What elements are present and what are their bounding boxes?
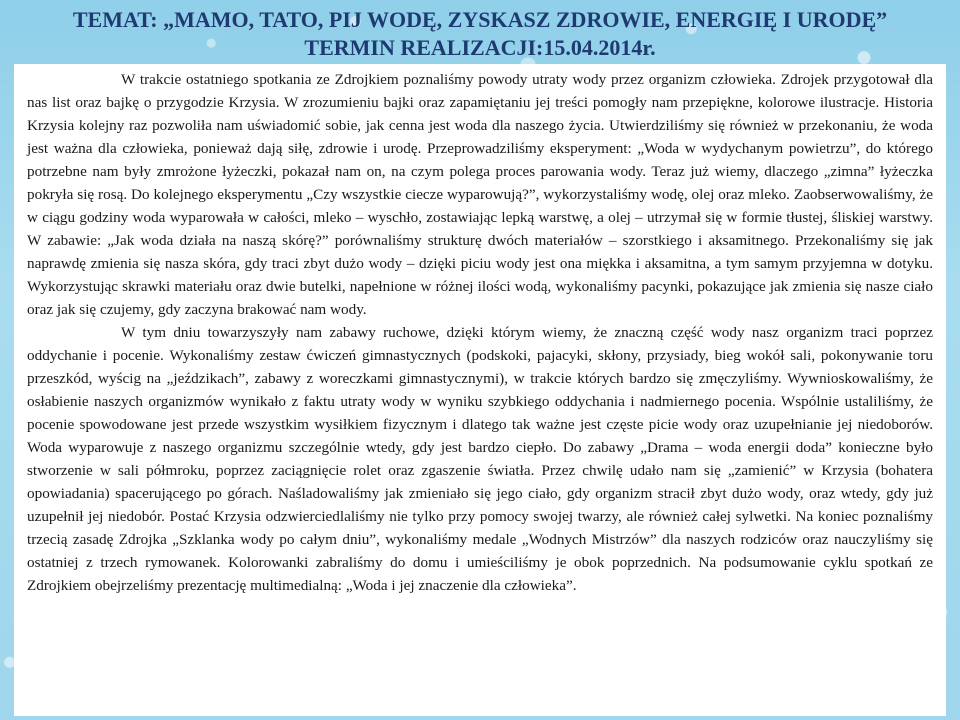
paragraph-1: W trakcie ostatniego spotkania ze Zdrojkiem poznaliśmy powody utraty wody przez organizm człowieka. Zdrojek przygotował dla nas list oraz bajkę o przygodzie Krzysia. W zrozumieniu bajki oraz zapamiętaniu jej treści pomogły nam przepiękne, kolorowe ilustracje. Historia Krzysia kolejny raz pozwoliła nam uświadomić sobie, jak cenna jest woda dla naszego życia. Utwierdziliśmy się również w przekonaniu, że woda jest ważna dla człowieka, ponieważ dają siłę, zdrowie i urodę. Przeprowadziliśmy eksperyment: „Woda w wydychanym powietrzu”, do którego potrzebne nam były zmrożone łyżeczki, pokazał nam on, na czym polega proces parowania wody. Teraz już wiemy, dlaczego „zimna” łyżeczka pokryła się rosą. Do kolejnego eksperymentu „Czy wszystkie ciecze wyparowują?”, wykorzystaliśmy wodę, olej oraz mleko. Zaobserwowaliśmy, że w ciągu godziny woda wyparowała w całości, mleko – wyschło, zostawiając lepką warstwę, a olej – utrzymał się w formie tłustej, śliskiej warstwy. W zabawie: „Jak woda działa na naszą skórę?” porównaliśmy strukturę dwóch materiałów – szorstkiego i aksamitnego. Przekonaliśmy się jak naprawdę zmienia się nasza skóra, gdy traci zbyt dużo wody – dzięki piciu wody jest ona miękka i aksamitna, a tym samym przyjemna w dotyku. Wykorzystując skrawki materiału oraz dwie butelki, napełnione w różnej ilości wodą, wykonaliśmy pacynki, pokazujące jak zmienia się nasze ciało oraz jak się czujemy, gdy zaczyna brakować nam wody.	[27, 71, 933, 318]
paragraph-2: W tym dniu towarzyszyły nam zabawy ruchowe, dzięki którym wiemy, że znaczną część wody nasz organizm traci poprzez oddychanie i pocenie. Wykonaliśmy zestaw ćwiczeń gimnastycznych (podskoki, pajacyki, skłony, przysiady, bieg wokół sali, pokonywanie toru przeszkód, wyścig na „jeździkach”, zabawy z woreczkami gimnastycznymi), w trakcie których bardzo się zmęczyliśmy. Wywnioskowaliśmy, że osłabienie naszych organizmów wynikało z faktu utraty wody w wyniku szybkiego oddychania i nadmiernego pocenia. Wspólnie ustaliliśmy, że pocenie spowodowane jest przede wszystkim wysiłkiem fizycznym i dlatego tak ważne jest częste picie wody oraz uzupełnianie jej niedoborów. Woda wyparowuje z naszego organizmu szczególnie wtedy, gdy jest bardzo ciepło. Do zabawy „Drama – woda energii doda” konieczne było stworzenie w sali półmroku, poprzez zaciągnięcie rolet oraz zgaszenie światła. Przez chwilę udało nam się „zamienić” w Krzysia (bohatera opowiadania) spacerującego po górach. Naśladowaliśmy jak zmieniało się jego ciało, gdy organizm stracił zbyt dużo wody, oraz wtedy, gdy już uzupełnił jej niedobór. Postać Krzysia odzwierciedlaliśmy nie tylko przy pomocy swojej twarzy, ale również całej sylwetki. Na koniec poznaliśmy trzecią zasadę Zdrojka „Szklanka wody po całym dniu”, wykonaliśmy medale „Wodnych Mistrzów” dla naszych rodziców oraz nauczyliśmy się ostatniej z trzech rymowanek. Kolorowanki zabraliśmy do domu i umieściliśmy je obok poprzednich. Na podsumowanie cyklu spotkań ze Zdrojkiem obejrzeliśmy prezentację multimedialną: „Woda i jej znaczenie dla człowieka”.	[27, 324, 933, 594]
deadline-line: TERMIN REALIZACJI:15.04.2014r.	[304, 35, 656, 60]
page-title: TEMAT: „MAMO, TATO, PIJ WODĘ, ZYSKASZ ZDROWIE, ENERGIĘ I URODĘ”	[72, 7, 888, 32]
content-panel	[14, 64, 946, 716]
page-header	[0, 0, 960, 66]
